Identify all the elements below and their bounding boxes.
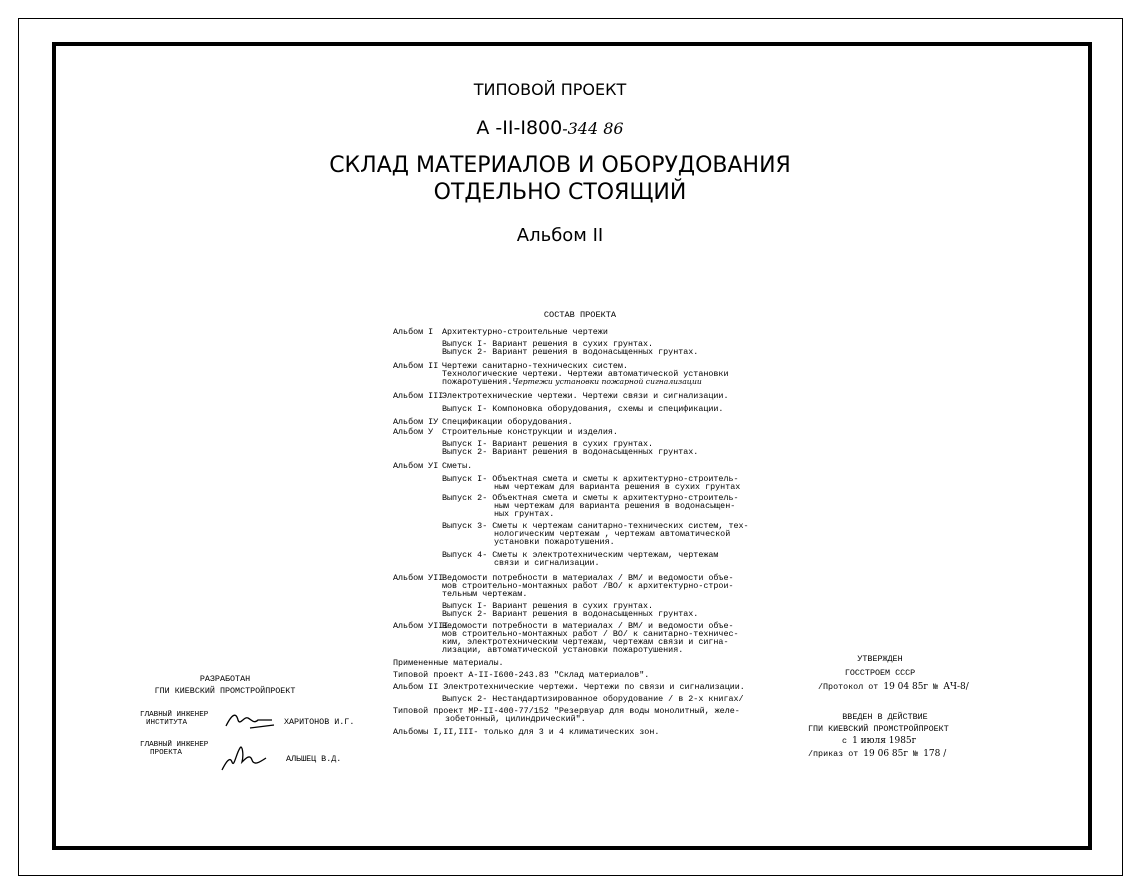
album-6-issue-2-line-3: ных грунтах. bbox=[494, 509, 555, 519]
album-1-text: Архитектурно-строительные чертежи bbox=[442, 327, 608, 337]
applied-material-4-line-1: Типовой проект МР-II-400-77/152 "Резервуар для воды монолитный, желе- bbox=[393, 706, 740, 716]
album-2-line-3-handwritten: Чертежи установки пожарной сигнализации bbox=[512, 377, 702, 386]
album-2-line-3 bbox=[442, 378, 702, 387]
album-5-label: Альбом У bbox=[393, 427, 434, 437]
project-type-label: ТИПОВОЙ ПРОЕКТ bbox=[473, 80, 627, 99]
protocol-prefix: /Протокол от bbox=[818, 682, 879, 692]
protocol-number: АЧ-8/ bbox=[943, 682, 969, 692]
effective-date: 1 июля 1985г bbox=[852, 736, 917, 746]
project-code bbox=[430, 117, 670, 139]
album-6-issue-3-line-1: Выпуск 3- Сметы к чертежам санитарно-технических систем, тех- bbox=[442, 521, 749, 531]
chief-engineer-project-title-1: ГЛАВНЫЙ ИНЖЕНЕР bbox=[140, 741, 209, 749]
album-8-line-2: мов строительно-монтажных работ / ВО/ к санитарно-техничес- bbox=[442, 629, 739, 639]
project-code-printed: А -II-I800 bbox=[476, 117, 563, 139]
order-number: 178 / bbox=[923, 749, 947, 759]
album-8-line-4: лизации, автоматической установки пожаротушения. bbox=[442, 645, 684, 655]
album-3-text: Электротехнические чертежи. Чертежи связи и сигнализации. bbox=[442, 391, 729, 401]
protocol-line bbox=[818, 682, 969, 692]
album-1-label: Альбом I bbox=[393, 327, 434, 337]
album-6-text: Сметы. bbox=[442, 461, 473, 471]
effective-date-line bbox=[842, 736, 916, 746]
album-1-issue-1: Выпуск I- Вариант решения в сухих грунтах. bbox=[442, 339, 654, 349]
album-4-text: Спецификации оборудования. bbox=[442, 417, 573, 427]
album-5-issue-1: Выпуск I- Вариант решения в сухих грунтах. bbox=[442, 439, 654, 449]
approving-authority: ГОССТРОЕМ СССР bbox=[844, 668, 916, 678]
project-title-line2: ОТДЕЛЬНО СТОЯЩИЙ bbox=[433, 180, 687, 205]
applied-material-1: Типовой проект А-II-I600-243.83 "Склад материалов". bbox=[393, 670, 650, 680]
album-8-line-3: ким, электротехническим чертежам, чертежам связи и сигна- bbox=[442, 637, 729, 647]
order-line bbox=[808, 749, 946, 759]
album-7-label: Альбом УII bbox=[393, 573, 444, 583]
chief-engineer-institute-name: ХАРИТОНОВ И.Г. bbox=[284, 717, 355, 727]
album-6-issue-2-line-2: ным чертежам для варианта решения в водонасыщен- bbox=[494, 501, 736, 511]
chief-engineer-project-name: АЛЬШЕЦ В.Д. bbox=[286, 754, 342, 764]
applied-material-5: Альбомы I,II,III- только для 3 и 4 климатических зон. bbox=[393, 727, 660, 737]
album-label: Альбом II bbox=[516, 225, 604, 246]
signature-kharitonov bbox=[222, 708, 278, 732]
album-6-label: Альбом УI bbox=[393, 461, 439, 471]
album-5-issue-2: Выпуск 2- Вариант решения в водонасыщенных грунтах. bbox=[442, 447, 699, 457]
composition-title: СОСТАВ ПРОЕКТА bbox=[543, 310, 617, 320]
chief-engineer-institute-title-1: ГЛАВНЫЙ ИНЖЕНЕР bbox=[140, 711, 209, 719]
album-6-issue-3-line-3: установки пожаротушения. bbox=[494, 537, 615, 547]
order-number-prefix: № bbox=[913, 749, 919, 759]
order-prefix: /приказ от bbox=[808, 749, 859, 759]
album-7-issue-1: Выпуск I- Вариант решения в сухих грунтах. bbox=[442, 601, 654, 611]
order-date: 19 06 85г bbox=[863, 749, 909, 759]
approved-label: УТВЕРЖДЕН bbox=[857, 654, 903, 664]
enacting-organization: ГПИ КИЕВСКИЙ ПРОМСТРОЙПРОЕКТ bbox=[808, 724, 949, 734]
album-2-label: Альбом II bbox=[393, 361, 439, 371]
album-2-line-2: Технологические чертежи. Чертежи автоматической установки bbox=[442, 369, 729, 379]
signature-alshets bbox=[218, 740, 270, 774]
developer-institute: ГПИ КИЕВСКИЙ ПРОМСТРОЙПРОЕКТ bbox=[154, 686, 296, 696]
album-7-issue-2: Выпуск 2- Вариант решения в водонасыщенных грунтах. bbox=[442, 609, 699, 619]
album-2-line-1: Чертежи санитарно-технических систем. bbox=[442, 361, 628, 371]
album-6-issue-2-line-1: Выпуск 2- Объектная смета и сметы к архитектурно-строитель- bbox=[442, 493, 739, 503]
album-2-line-3-printed: пожаротушения. bbox=[442, 377, 513, 387]
album-3-label: Альбом III bbox=[393, 391, 444, 401]
album-6-issue-1-line-2: ным чертежам для варианта решения в сухих грунтах bbox=[494, 482, 741, 492]
applied-material-3: Выпуск 2- Нестандартизированное оборудование / в 2-х книгах/ bbox=[442, 694, 744, 704]
applied-material-2: Альбом II Электротехнические чертежи. Чертежи по связи и сигнализации. bbox=[393, 682, 745, 692]
protocol-number-prefix: № bbox=[933, 682, 939, 692]
album-7-line-3: тельным чертежам. bbox=[442, 589, 528, 599]
album-5-text: Строительные конструкции и изделия. bbox=[442, 427, 618, 437]
album-8-label: Альбом УIII bbox=[393, 621, 449, 631]
enacted-label: ВВЕДЕН В ДЕЙСТВИЕ bbox=[842, 712, 928, 722]
album-6-issue-3-line-2: нологическим чертежам , чертежам автоматической bbox=[494, 529, 731, 539]
effective-date-prefix: с bbox=[842, 736, 848, 746]
project-code-handwritten: -344 86 bbox=[562, 119, 624, 138]
album-7-line-1: Ведомости потребности в материалах / ВМ/ и ведомости объе- bbox=[442, 573, 734, 583]
album-7-line-2: мов строительно-монтажных работ /ВО/ к архитектурно-строи- bbox=[442, 581, 734, 591]
chief-engineer-institute-title-2: ИНСТИТУТА bbox=[146, 719, 188, 727]
album-6-issue-1-line-1: Выпуск I- Объектная смета и сметы к архитектурно-строитель- bbox=[442, 474, 739, 484]
album-4-label: Альбом IУ bbox=[393, 417, 439, 427]
album-3-issue-1: Выпуск I- Компоновка оборудования, схемы и спецификации. bbox=[442, 404, 724, 414]
album-6-issue-4-line-1: Выпуск 4- Сметы к электротехническим чертежам, чертежам bbox=[442, 550, 719, 560]
album-1-issue-2: Выпуск 2- Вариант решения в водонасыщенных грунтах. bbox=[442, 347, 699, 357]
album-8-line-1: Ведомости потребности в материалах / ВМ/ и ведомости объе- bbox=[442, 621, 734, 631]
applied-material-4-line-2: зобетонный, цилиндрический". bbox=[445, 714, 586, 724]
developed-label: РАЗРАБОТАН bbox=[199, 674, 251, 684]
chief-engineer-project-title-2: ПРОЕКТА bbox=[150, 749, 182, 757]
applied-materials-heading: Примененные материалы. bbox=[393, 658, 504, 668]
protocol-date: 19 04 85г bbox=[883, 682, 929, 692]
album-6-issue-4-line-2: связи и сигнализации. bbox=[494, 558, 600, 568]
project-title-line1: СКЛАД МАТЕРИАЛОВ И ОБОРУДОВАНИЯ bbox=[329, 153, 791, 178]
